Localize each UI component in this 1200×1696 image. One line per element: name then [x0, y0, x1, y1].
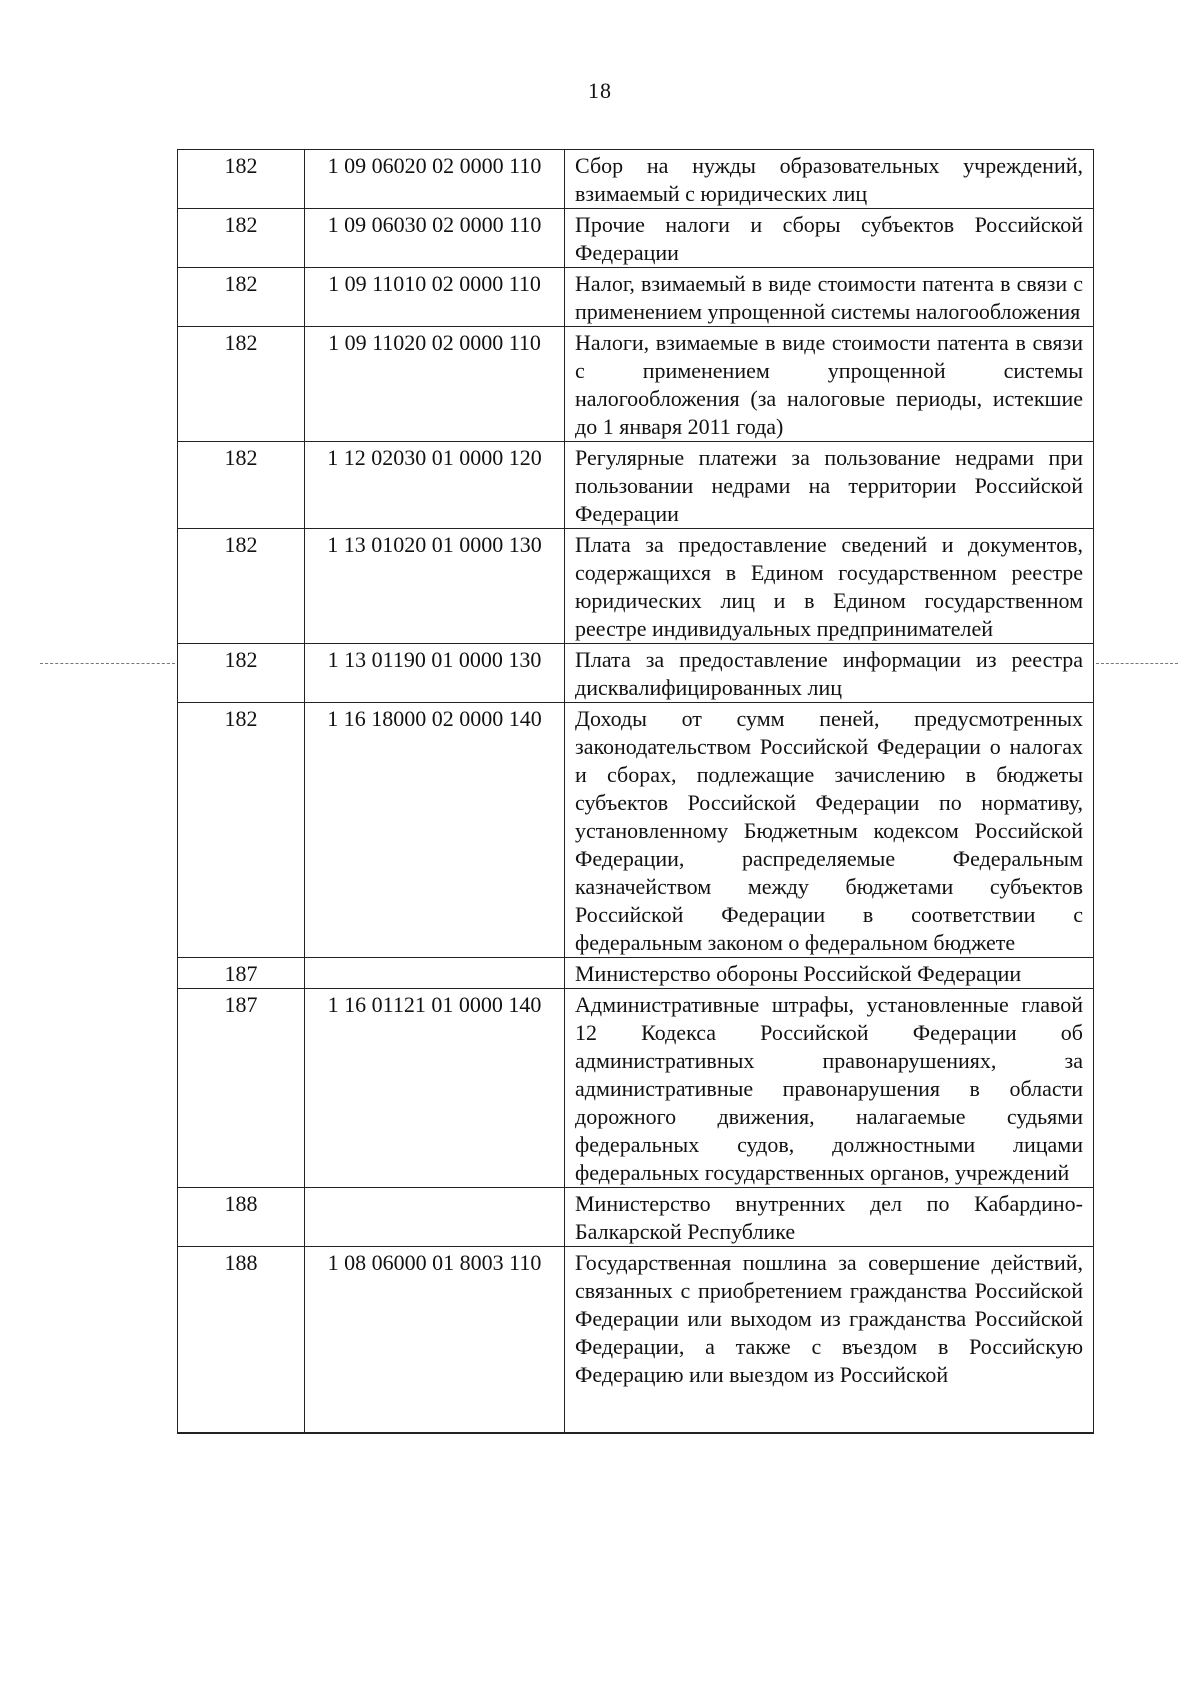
- income-name-cell: Сбор на нужды образовательных учреждений, взимаемый с юридических лиц: [565, 150, 1094, 209]
- income-codes-table: [177, 149, 1094, 1434]
- income-code-cell: 1 09 11010 02 0000 110: [305, 268, 565, 327]
- income-code-cell: [305, 958, 565, 989]
- income-code-cell: 1 08 06000 01 8003 110: [305, 1247, 565, 1433]
- table-row: [178, 529, 1094, 644]
- admin-code-cell: 187: [178, 989, 305, 1188]
- scan-artifact-line: [40, 663, 175, 664]
- income-code-cell: 1 13 01190 01 0000 130: [305, 644, 565, 703]
- admin-code-cell: 182: [178, 644, 305, 703]
- admin-code-cell: 182: [178, 209, 305, 268]
- admin-code-cell: 182: [178, 529, 305, 644]
- administrator-name-cell: Министерство внутренних дел по Кабардино-Балкарской Республике: [565, 1188, 1094, 1247]
- income-code-cell: 1 13 01020 01 0000 130: [305, 529, 565, 644]
- income-name-cell: Государственная пошлина за совершение действий, связанных с приобретением гражданства Российской Федерации или выходом из гражданства Российской Федерации, а также с въездом в Российскую Федерацию или выездом из Российской: [565, 1247, 1094, 1433]
- table-row: [178, 1247, 1094, 1433]
- admin-code-cell: 188: [178, 1188, 305, 1247]
- table-row: [178, 703, 1094, 958]
- table-row: [178, 268, 1094, 327]
- income-code-cell: 1 12 02030 01 0000 120: [305, 442, 565, 529]
- income-name-cell: Регулярные платежи за пользование недрами при пользовании недрами на территории Российской Федерации: [565, 442, 1094, 529]
- table-row: [178, 1188, 1094, 1247]
- admin-code-cell: 187: [178, 958, 305, 989]
- income-name-cell: Административные штрафы, установленные главой 12 Кодекса Российской Федерации об административных правонарушениях, за административные правонарушения в области дорожного движения, налагаемые судьями федеральных судов, должностными лицами федеральных государственных органов, учреждений: [565, 989, 1094, 1188]
- income-name-cell: Налоги, взимаемые в виде стоимости патента в связи с применением упрощенной системы налогообложения (за налоговые периоды, истекшие до 1 января 2011 года): [565, 327, 1094, 442]
- table-row: [178, 327, 1094, 442]
- admin-code-cell: 182: [178, 703, 305, 958]
- admin-code-cell: 182: [178, 327, 305, 442]
- admin-code-cell: 182: [178, 442, 305, 529]
- table-row: [178, 209, 1094, 268]
- admin-code-cell: 182: [178, 268, 305, 327]
- income-name-cell: Плата за предоставление сведений и документов, содержащихся в Едином государственном реестре юридических лиц и в Едином государственном реестре индивидуальных предпринимателей: [565, 529, 1094, 644]
- income-code-cell: 1 09 06030 02 0000 110: [305, 209, 565, 268]
- income-name-cell: Налог, взимаемый в виде стоимости патента в связи с применением упрощенной системы налогообложения: [565, 268, 1094, 327]
- table-row: [178, 958, 1094, 989]
- income-name-cell: Плата за предоставление информации из реестра дисквалифицированных лиц: [565, 644, 1094, 703]
- page-number: 18: [588, 78, 612, 103]
- table-row: [178, 150, 1094, 209]
- table-row: [178, 442, 1094, 529]
- table-row: [178, 989, 1094, 1188]
- income-code-cell: 1 09 11020 02 0000 110: [305, 327, 565, 442]
- income-code-cell: [305, 1188, 565, 1247]
- income-code-cell: 1 09 06020 02 0000 110: [305, 150, 565, 209]
- admin-code-cell: 188: [178, 1247, 305, 1433]
- scan-artifact-line: [1096, 663, 1178, 664]
- income-code-cell: 1 16 01121 01 0000 140: [305, 989, 565, 1188]
- income-name-cell: Доходы от сумм пеней, предусмотренных законодательством Российской Федерации о налогах и сборах, подлежащие зачислению в бюджеты субъектов Российской Федерации по нормативу, установленному Бюджетным кодексом Российской Федерации, распределяемые Федеральным казначейством между бюджетами субъектов Российской Федерации в соответствии с федеральным законом о федеральном бюджете: [565, 703, 1094, 958]
- table-row: [178, 644, 1094, 703]
- administrator-name-cell: Министерство обороны Российской Федерации: [565, 958, 1094, 989]
- income-name-cell: Прочие налоги и сборы субъектов Российской Федерации: [565, 209, 1094, 268]
- income-code-cell: 1 16 18000 02 0000 140: [305, 703, 565, 958]
- admin-code-cell: 182: [178, 150, 305, 209]
